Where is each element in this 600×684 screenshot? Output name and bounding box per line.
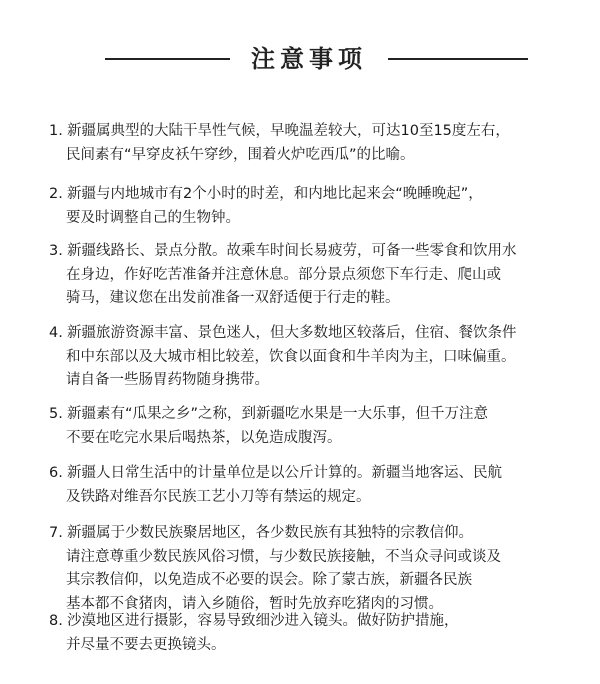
- item-line: 要及时调整自己的生物钟。: [66, 209, 240, 226]
- list-item-7: [49, 522, 579, 616]
- item-line: 请自备一些肠胃药物随身携带。: [66, 372, 269, 388]
- list-item-4: [49, 322, 579, 393]
- list-item-3: [49, 240, 579, 311]
- item-number: 5.: [49, 406, 63, 422]
- list-item-8: [49, 610, 579, 657]
- item-line: 其宗教信仰，以免造成不必要的误会。除了蒙古族，新疆各民族: [66, 572, 472, 588]
- item-line: 并尽量不要去更换镜头。: [66, 636, 226, 653]
- item-number: 6.: [49, 465, 63, 481]
- item-number: 4.: [49, 325, 63, 341]
- item-line: 不要在吃完水果后喝热茶，以免造成腹泻。: [66, 429, 342, 446]
- item-line: 及铁路对维吾尔民族工艺小刀等有禁运的规定。: [66, 488, 371, 505]
- item-number: 7.: [49, 525, 63, 541]
- item-line: 新疆与内地城市有2个小时的时差，和内地比起来会“晚睡晚起”，: [67, 186, 483, 202]
- item-line: 新疆线路长、景点分散。故乘车时间长易疲劳，可备一些零食和饮用水: [67, 243, 517, 259]
- item-number: 2.: [49, 186, 63, 202]
- item-line: 骑马，建议您在出发前准备一双舒适便于行走的鞋。: [66, 290, 400, 306]
- item-line: 新疆旅游资源丰富、景色迷人，但大多数地区较落后，住宿、餐饮条件: [67, 325, 517, 341]
- list-item-1: [49, 120, 579, 167]
- item-number: 1.: [49, 123, 63, 139]
- item-line: 民间素有“早穿皮袄午穿纱，围着火炉吃西瓜”的比喻。: [66, 146, 415, 163]
- item-line: 新疆属于少数民族聚居地区，各少数民族有其独特的宗教信仰。: [67, 525, 473, 541]
- item-line: 请注意尊重少数民族风俗习惯，与少数民族接触，不当众寻问或谈及: [66, 548, 501, 565]
- item-number: 8.: [49, 613, 63, 629]
- page-title: 注意事项: [251, 45, 367, 73]
- item-line: 新疆人日常生活中的计量单位是以公斤计算的。新疆当地客运、民航: [67, 465, 502, 481]
- item-line: 基本都不食猪肉，请入乡随俗，暂时先放弃吃猪肉的习惯。: [66, 595, 443, 612]
- item-line: 新疆素有“瓜果之乡”之称，到新疆吃水果是一大乐事，但千万注意: [67, 406, 489, 422]
- list-item-5: [49, 403, 579, 450]
- list-item-6: [49, 462, 579, 509]
- list-item-2: [49, 183, 579, 230]
- item-line: 在身边，作好吃苦准备并注意休息。部分景点须您下车行走、爬山或: [66, 266, 501, 283]
- item-number: 3.: [49, 243, 63, 259]
- item-line: 沙漠地区进行摄影，容易导致细沙进入镜头。做好防护措施，: [67, 613, 459, 629]
- item-line: 新疆属典型的大陆干旱性气候，早晚温差较大，可达10至15度左右，: [67, 123, 510, 139]
- item-line: 和中东部以及大城市相比较差，饮食以面食和牛羊肉为主，口味偏重。: [66, 348, 516, 365]
